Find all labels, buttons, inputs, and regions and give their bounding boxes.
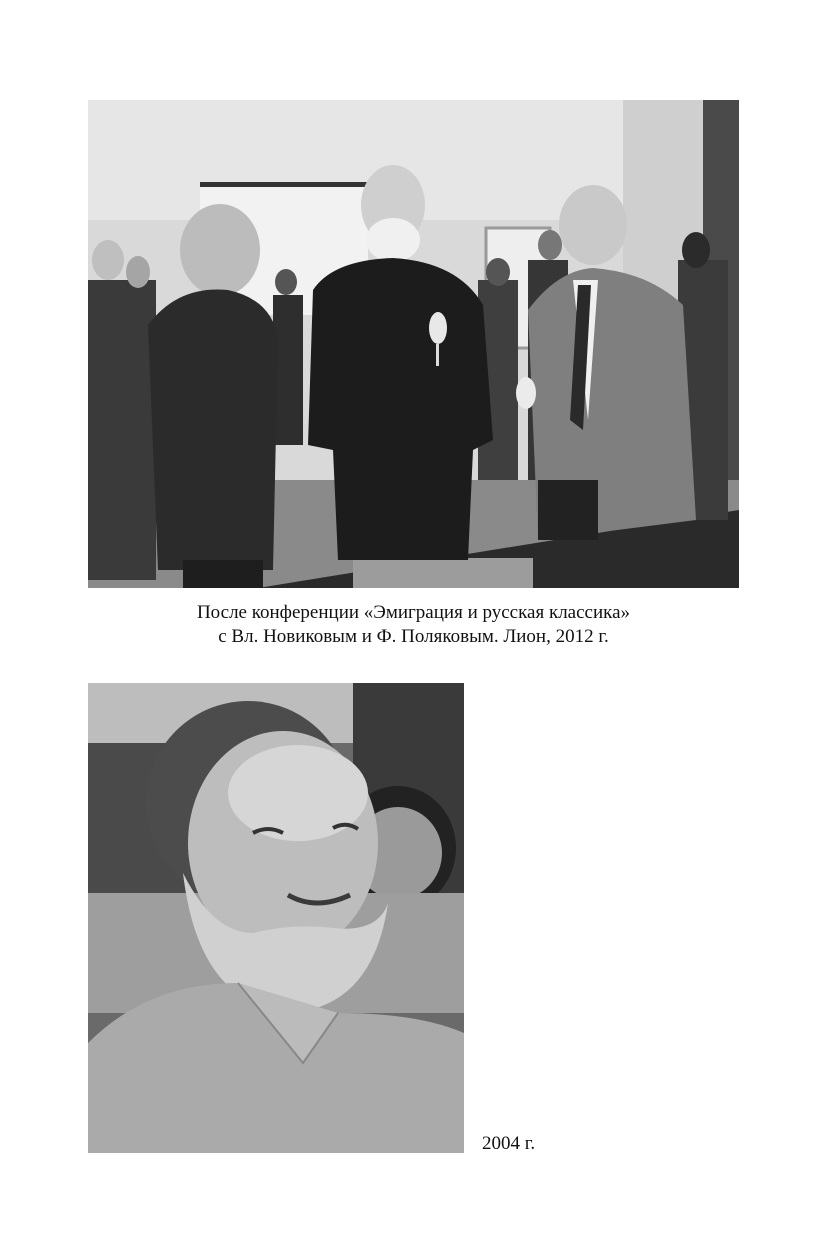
portrait-photo — [88, 683, 464, 1153]
reception-photo — [88, 100, 739, 588]
caption-line-2: с Вл. Новиковым и Ф. Поляковым. Лион, 2012 г. — [218, 626, 609, 647]
reception-photo-caption — [0, 601, 827, 649]
reception-photo-image — [88, 100, 739, 588]
portrait-photo-caption: 2004 г. — [482, 1133, 536, 1154]
portrait-photo-image — [88, 683, 464, 1153]
caption-line-1: После конференции «Эмиграция и русская классика» — [196, 602, 631, 623]
